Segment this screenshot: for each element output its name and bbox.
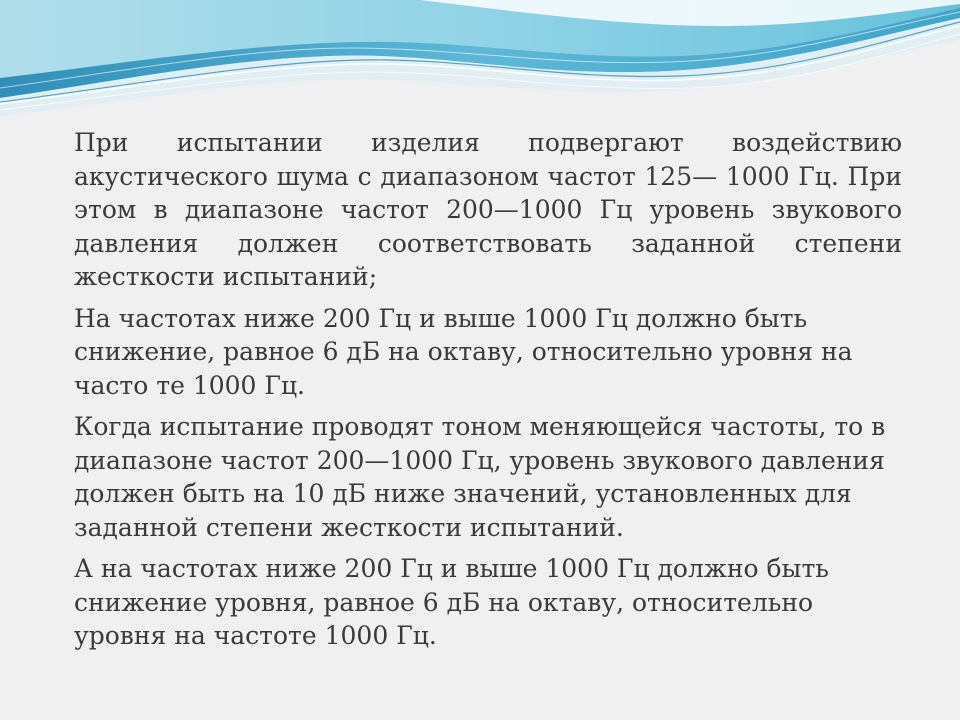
paragraph: При испытании изделия подвергают воздействию акустического шума с диапазоном частот 125— 1000 Гц. При этом в диапазоне частот 200—1000 Гц уровень звукового давления должен соответствовать заданной степени жесткости испытаний; — [74, 128, 902, 291]
slide-body — [74, 126, 902, 661]
header-wave-decoration — [0, 0, 960, 130]
paragraph: На частотах ниже 200 Гц и выше 1000 Гц должно быть снижение, равное 6 дБ на октаву, относительно уровня на часто те 1000 Гц. — [74, 303, 853, 400]
paragraph: А на частотах ниже 200 Гц и выше 1000 Гц должно быть снижение уровня, равное 6 дБ на октаву, относительно уровня на частоте 1000 Гц. — [74, 554, 829, 650]
paragraph: Когда испытание проводят тоном меняющейся частоты, то в диапазоне частот 200—1000 Гц, уровень звукового давления должен быть на 10 дБ ниже значений, установленных для заданной степени жесткости испытаний. — [74, 412, 886, 542]
